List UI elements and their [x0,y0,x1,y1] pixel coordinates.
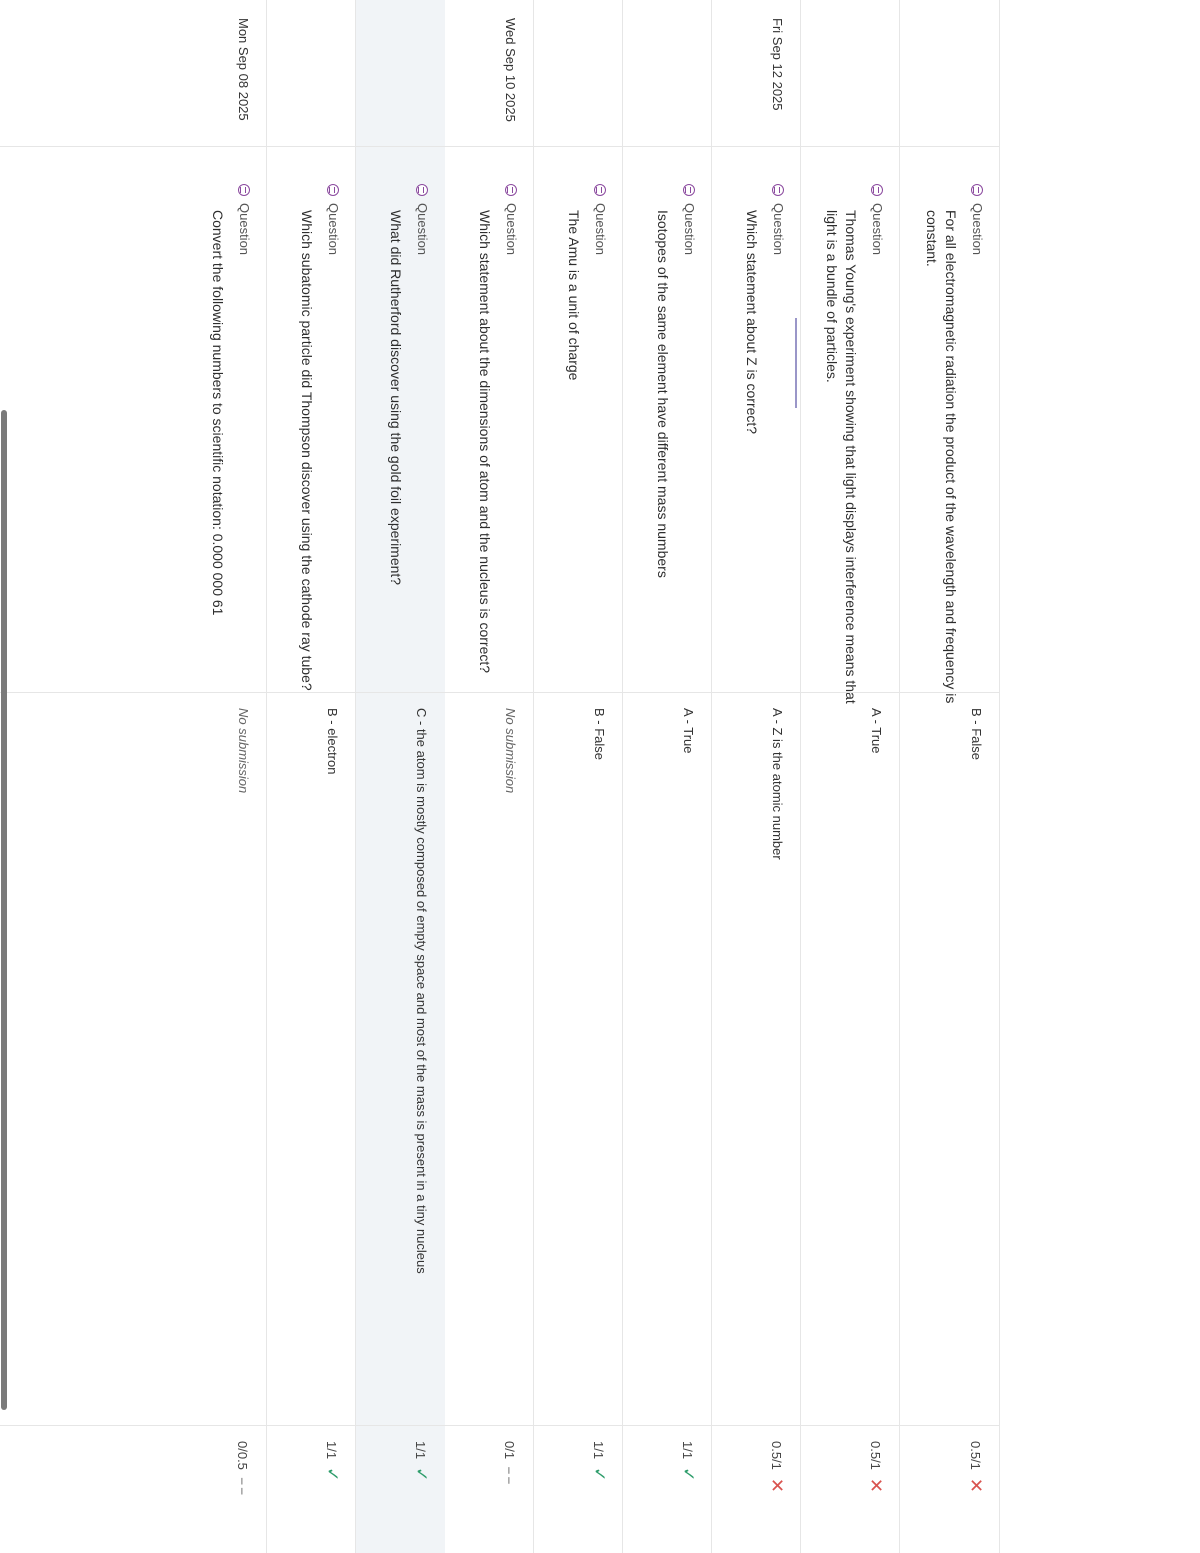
row-date: Mon Sep 08 2025 [236,18,251,121]
question-text[interactable]: Which statement about Z is correct? [744,210,760,435]
question-type [326,184,341,255]
score-cell [967,1441,985,1493]
question-text[interactable]: Thomas Young's experiment showing that light displays interference means that light is a bundle of particles. [824,210,859,704]
question-icon [972,184,984,196]
submitted-answer: B - electron [325,708,340,775]
question-text[interactable]: Which statement about the dimensions of atom and the nucleus is correct? [477,210,493,674]
score-cell [234,1441,252,1495]
table-row[interactable] [711,0,801,1553]
question-text[interactable]: Which subatomic particle did Thompson discover using the cathode ray tube? [299,210,315,691]
table-row[interactable] [622,0,712,1553]
row-date: Fri Sep 12 2025 [770,18,785,111]
question-text[interactable]: Convert the following numbers to scientific notation: 0.000 000 61 [210,210,226,616]
submitted-answer: A - True [869,708,884,754]
table-row[interactable] [899,0,1000,1553]
score-value: 0.5/1 [968,1441,984,1470]
question-icon [417,184,429,196]
dash-icon: – – [236,1477,250,1495]
question-text[interactable]: For all electromagnetic radiation the product of the wavelength and frequency is constant. [924,210,959,704]
score-cell [590,1441,608,1481]
question-type [870,184,885,255]
score-cell [323,1441,341,1481]
question-type-label: Question [970,203,985,256]
question-type [237,184,252,255]
check-icon: ✓ [590,1467,609,1482]
score-value: 1/1 [591,1441,607,1460]
table-row[interactable] [533,0,623,1553]
check-icon: ✓ [323,1467,342,1482]
score-cell [412,1441,430,1481]
question-type [593,184,608,255]
question-type [771,184,786,255]
question-icon [328,184,340,196]
check-icon: ✓ [679,1467,698,1482]
submitted-answer: No submission [503,708,518,794]
submitted-answer: A - Z is the atomic number [770,708,785,860]
question-icon [773,184,785,196]
column-divider [0,692,1000,693]
column-divider [0,1425,1000,1426]
question-type-label: Question [682,203,697,256]
submitted-answer: A - True [681,708,696,754]
score-value: 1/1 [680,1441,696,1460]
question-type-label: Question [771,203,786,256]
score-cell [768,1441,786,1493]
score-value: 1/1 [324,1441,340,1460]
incorrect-icon: ✕ [767,1477,787,1494]
question-type [504,184,519,255]
score-value: 0.5/1 [868,1441,884,1470]
table-row[interactable] [444,0,534,1553]
question-type [682,184,697,255]
score-cell [679,1441,697,1481]
question-icon [872,184,884,196]
score-cell [867,1441,885,1493]
submitted-answer: B - False [592,708,607,761]
incorrect-icon: ✕ [866,1477,886,1494]
incorrect-icon: ✕ [966,1477,986,1494]
table-row[interactable] [0,0,267,1553]
score-value: 0/0.5 [235,1441,251,1470]
column-divider [0,146,1000,147]
score-value: 0/1 [502,1441,518,1460]
question-type-label: Question [504,203,519,256]
question-type-label: Question [326,203,341,256]
table-row[interactable] [266,0,356,1553]
question-icon [595,184,607,196]
score-value: 1/1 [413,1441,429,1460]
submitted-answer: No submission [236,708,251,794]
scrollbar-thumb[interactable] [1,410,7,1410]
dash-icon: – – [503,1467,517,1484]
score-cell [501,1441,519,1484]
question-type-label: Question [593,203,608,256]
check-icon: ✓ [412,1467,431,1482]
question-type [415,184,430,255]
row-date: Wed Sep 10 2025 [503,18,518,122]
question-icon [506,184,518,196]
question-text[interactable]: The Amu is a unit of charge [566,210,582,381]
question-type-label: Question [415,203,430,256]
score-value: 0.5/1 [769,1441,785,1470]
question-text[interactable]: What did Rutherford discover using the gold foil experiment? [388,210,404,586]
focus-indicator [795,318,797,408]
question-type-label: Question [237,203,252,256]
submitted-answer: B - False [969,708,984,761]
question-type [970,184,985,255]
question-icon [684,184,696,196]
table-row[interactable] [800,0,900,1553]
table-row[interactable] [355,0,445,1553]
submitted-answer: C - the atom is mostly composed of empty space and most of the mass is present in a tiny nucleus [414,708,429,1274]
question-icon [239,184,251,196]
question-type-label: Question [870,203,885,256]
question-text[interactable]: Isotopes of the same element have different mass numbers [655,210,671,578]
